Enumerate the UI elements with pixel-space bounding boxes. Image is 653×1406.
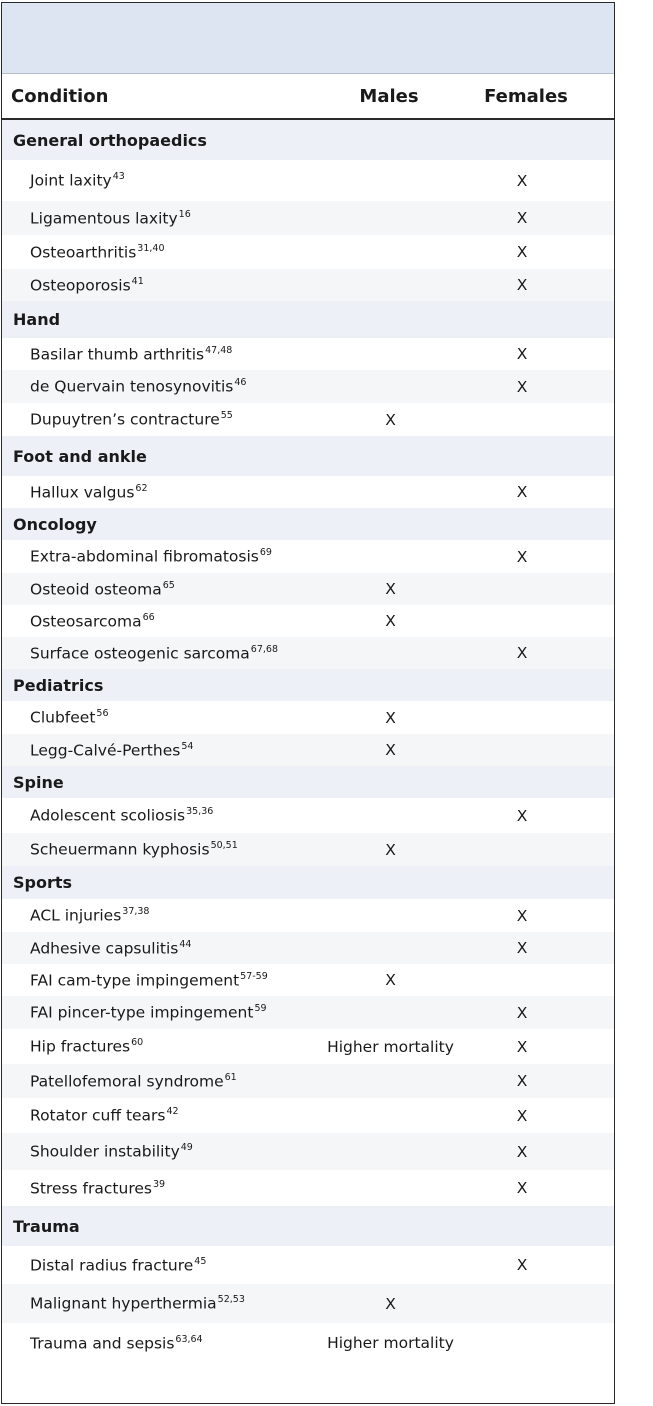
condition-name: Ligamentous laxity	[30, 209, 178, 228]
condition-cell	[2, 547, 343, 566]
reference-superscript: 65	[162, 579, 175, 591]
condition-name: Shoulder instability	[30, 1142, 180, 1161]
condition-cell	[2, 1334, 343, 1353]
condition-cell	[2, 171, 343, 190]
reference-superscript: 42	[166, 1106, 179, 1118]
table-row	[2, 476, 614, 508]
males-cell: X	[385, 741, 396, 759]
condition-cell	[2, 840, 343, 859]
header-condition: Condition	[11, 85, 109, 107]
males-cell: X	[385, 612, 396, 630]
section-header-row	[2, 436, 614, 476]
section-title: Hand	[13, 310, 61, 329]
females-cell: X	[516, 906, 528, 925]
condition-cell	[2, 741, 343, 760]
table-caption-band	[2, 3, 614, 73]
males-cell: X	[385, 410, 396, 429]
reference-superscript: 45	[194, 1255, 207, 1267]
table-row	[2, 932, 614, 964]
males-cell: X	[385, 708, 396, 727]
females-cell: X	[516, 1003, 528, 1022]
reference-superscript: 67,68	[250, 643, 278, 655]
section-header-row	[2, 120, 614, 160]
table-row	[2, 1098, 614, 1133]
table-row	[2, 1029, 614, 1064]
section-title: Foot and ankle	[13, 446, 147, 466]
table-row	[2, 964, 614, 996]
section-title: Oncology	[13, 514, 97, 534]
condition-cell	[2, 483, 343, 502]
males-cell: X	[385, 971, 396, 989]
conditions-table	[1, 2, 615, 1404]
table-row	[2, 798, 614, 833]
reference-superscript: 52,53	[217, 1294, 245, 1306]
section-title: Trauma	[13, 1216, 80, 1236]
table-row	[2, 833, 614, 866]
section-title: Pediatrics	[13, 675, 104, 695]
condition-cell	[2, 612, 343, 631]
table-body	[2, 120, 614, 1363]
condition-cell	[2, 209, 343, 228]
reference-superscript: 69	[259, 547, 272, 559]
males-cell: Higher mortality	[327, 1037, 454, 1056]
males-cell: X	[385, 840, 396, 859]
table-row	[2, 403, 614, 436]
condition-name: Rotator cuff tears	[30, 1106, 166, 1125]
table-row	[2, 996, 614, 1029]
condition-name: Trauma and sepsis	[30, 1334, 175, 1353]
table-row	[2, 637, 614, 669]
condition-name: Stress fractures	[30, 1179, 152, 1198]
reference-superscript: 41	[131, 275, 144, 287]
condition-cell	[2, 243, 343, 262]
table-row	[2, 1284, 614, 1323]
condition-cell	[2, 1037, 343, 1056]
table-row	[2, 540, 614, 573]
condition-name: Hallux valgus	[30, 483, 135, 502]
condition-name: FAI pincer-type impingement	[30, 1003, 254, 1022]
condition-name: Adolescent scoliosis	[30, 806, 186, 825]
condition-cell	[2, 1142, 343, 1161]
condition-name: ACL injuries	[30, 906, 122, 925]
males-cell: X	[385, 1294, 396, 1313]
females-cell: X	[516, 1072, 528, 1090]
condition-name: Osteoporosis	[30, 276, 131, 295]
condition-name: Hip fractures	[30, 1037, 131, 1056]
table-row	[2, 701, 614, 734]
females-cell: X	[516, 171, 528, 190]
reference-superscript: 61	[224, 1071, 237, 1083]
table-row	[2, 1133, 614, 1170]
section-header-row	[2, 1206, 614, 1246]
table-row	[2, 269, 614, 301]
females-cell: X	[516, 1037, 528, 1056]
condition-cell	[2, 971, 343, 990]
section-title: General orthopaedics	[13, 130, 207, 150]
condition-name: Adhesive capsulitis	[30, 939, 179, 958]
females-cell: X	[516, 209, 528, 227]
reference-superscript: 47,48	[205, 344, 233, 356]
condition-cell	[2, 1003, 343, 1022]
reference-superscript: 16	[178, 208, 191, 220]
section-header-row	[2, 669, 614, 701]
females-cell: X	[516, 547, 528, 566]
table-row	[2, 1246, 614, 1284]
table-row	[2, 1323, 614, 1363]
reference-superscript: 55	[220, 410, 233, 422]
condition-name: Malignant hyperthermia	[30, 1294, 217, 1313]
females-cell: X	[516, 806, 528, 825]
condition-name: Patellofemoral syndrome	[30, 1072, 224, 1091]
table-row	[2, 605, 614, 637]
reference-superscript: 39	[152, 1178, 166, 1190]
condition-cell	[2, 806, 343, 825]
condition-cell	[2, 1256, 343, 1275]
condition-cell	[2, 1294, 343, 1313]
section-title: Sports	[13, 873, 73, 892]
females-cell: X	[516, 1256, 528, 1274]
condition-name: Osteoid osteoma	[30, 580, 162, 599]
reference-superscript: 50,51	[210, 840, 238, 852]
females-cell: X	[516, 345, 528, 363]
females-cell: X	[516, 483, 528, 501]
reference-superscript: 62	[135, 482, 148, 494]
table-row	[2, 201, 614, 235]
condition-cell	[2, 377, 343, 396]
females-cell: X	[516, 276, 528, 294]
reference-superscript: 63,64	[175, 1333, 203, 1345]
condition-cell	[2, 708, 343, 727]
condition-name: Scheuermann kyphosis	[30, 840, 210, 859]
condition-name: Clubfeet	[30, 708, 96, 727]
condition-name: Dupuytren’s contracture	[30, 410, 220, 429]
males-cell: X	[385, 580, 396, 598]
condition-name: FAI cam-type impingement	[30, 971, 240, 990]
condition-cell	[2, 580, 343, 599]
table-row	[2, 573, 614, 605]
section-title: Spine	[13, 772, 64, 792]
table-row	[2, 370, 614, 403]
section-header-row	[2, 508, 614, 540]
reference-superscript: 49	[180, 1142, 193, 1154]
reference-superscript: 31,40	[137, 242, 165, 254]
condition-name: Basilar thumb arthritis	[30, 345, 205, 364]
condition-name: Osteosarcoma	[30, 612, 142, 631]
females-cell: X	[516, 1179, 528, 1197]
females-cell: X	[516, 243, 528, 261]
condition-name: Surface osteogenic sarcoma	[30, 644, 250, 663]
table-row	[2, 1064, 614, 1098]
reference-superscript: 37,38	[122, 906, 150, 918]
header-females: Females	[484, 85, 568, 107]
females-cell: X	[516, 644, 528, 662]
females-cell: X	[516, 377, 528, 396]
section-header-row	[2, 766, 614, 798]
females-cell: X	[516, 1106, 528, 1125]
condition-cell	[2, 410, 343, 429]
condition-cell	[2, 1072, 343, 1091]
table-row	[2, 1170, 614, 1206]
section-header-row	[2, 866, 614, 899]
header-males: Males	[359, 85, 419, 107]
reference-superscript: 43	[112, 171, 125, 183]
table-row	[2, 734, 614, 766]
males-cell: Higher mortality	[327, 1334, 454, 1352]
reference-superscript: 66	[142, 611, 155, 623]
reference-superscript: 35,36	[186, 806, 214, 818]
table-row	[2, 338, 614, 370]
reference-superscript: 59	[254, 1003, 267, 1015]
reference-superscript: 60	[131, 1037, 144, 1049]
reference-superscript: 46	[234, 377, 247, 389]
females-cell: X	[516, 939, 528, 957]
females-cell: X	[516, 1142, 528, 1161]
condition-name: Extra-abdominal fibromatosis	[30, 547, 259, 566]
table-row	[2, 160, 614, 201]
reference-superscript: 57-59	[240, 970, 268, 982]
condition-cell	[2, 1179, 343, 1198]
condition-cell	[2, 939, 343, 958]
table-header-row	[2, 73, 614, 120]
condition-name: de Quervain tenosynovitis	[30, 377, 234, 396]
table-row	[2, 235, 614, 269]
reference-superscript: 56	[96, 708, 109, 720]
condition-cell	[2, 345, 343, 364]
reference-superscript: 54	[181, 740, 194, 752]
condition-cell	[2, 276, 343, 295]
reference-superscript: 44	[179, 938, 192, 950]
condition-name: Joint laxity	[30, 171, 112, 190]
section-header-row	[2, 301, 614, 338]
condition-cell	[2, 644, 343, 663]
condition-name: Osteoarthritis	[30, 243, 137, 262]
condition-name: Legg-Calvé-Perthes	[30, 741, 181, 760]
table-row	[2, 899, 614, 932]
condition-cell	[2, 1106, 343, 1125]
condition-cell	[2, 906, 343, 925]
condition-name: Distal radius fracture	[30, 1256, 194, 1275]
